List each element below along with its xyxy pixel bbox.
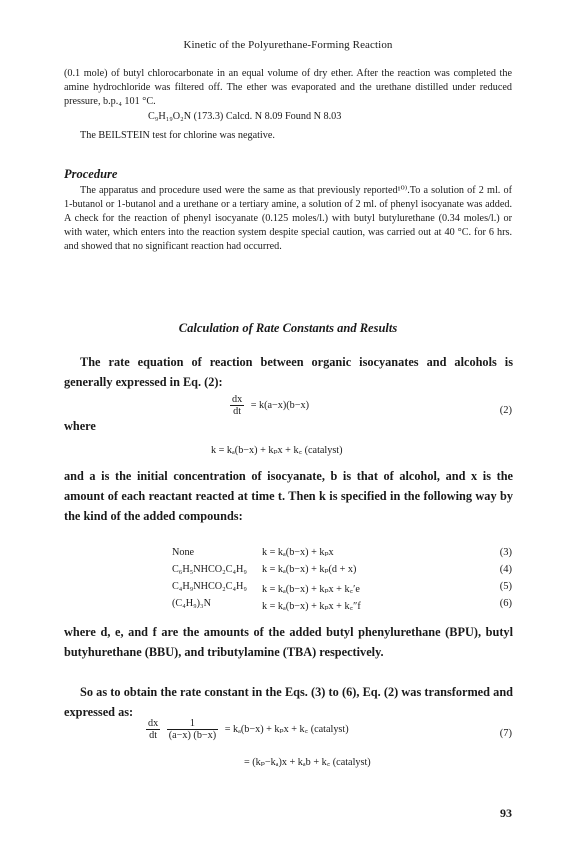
section-heading: Calculation of Rate Constants and Results [178, 321, 398, 335]
table-row-expression: k = kₐ(b−x) + kₚx + k꜀″f [262, 601, 361, 612]
equation-7-rhs-1: = kₐ(b−x) + kₚx + k꜀ (catalyst) [224, 723, 349, 735]
rate-equation-paragraph: The rate equation of reaction between organic isocyanates and alcohols is generally expressed in Eq. (2): [64, 355, 513, 389]
reciprocal-fraction: $\frac{1}{(a-x) (b-x)}$ [168, 718, 217, 741]
table-row-number: (4) [499, 564, 512, 575]
derivative-fraction: $\frac{dx}{dt}$ [232, 394, 243, 417]
equation-7-rhs-2: = (kₚ−kₐ)x + kₐb + k꜀ (catalyst) [244, 757, 371, 768]
where-label: where [64, 419, 96, 433]
equation-2-rhs: = k(a−x)(b−x) [250, 399, 309, 411]
table-row-number: (5) [499, 581, 512, 592]
table-row-compound: (C₄H₉)₃N [172, 598, 211, 609]
paragraph-synthesis: (0.1 mole) of butyl chlorocarbonate in an equal volume of dry ether. After the reaction was completed the amine hydrochloride was filtered off. The ether was evaporated and the urethane distilled under reduced pressure, b.p.₄ 101 °C. [64, 68, 512, 107]
table-row-expression: k = kₐ(b−x) + kₚ(d + x) [262, 564, 357, 575]
equation-7-number: (7) [499, 728, 512, 739]
derivative-fraction: $\frac{dx}{dt}$ [148, 718, 159, 741]
table-row-compound: None [172, 547, 195, 558]
page-number: 93 [500, 806, 512, 820]
equation-2 [230, 394, 309, 417]
equation-7 [146, 718, 349, 741]
analysis-formula-line: C₉H₁₉O₂N (173.3) Calcd. N 8.09 Found N 8.03 [148, 111, 342, 122]
procedure-paragraph: The apparatus and procedure used were the same as that previously reported¹⁰⁾.To a solution of 2 ml. of 1-butanol or 1-butanol and a urethane or a tertiary amine, a solution of 2 ml. of phenyl isocyanate was added. A check for the reaction of phenyl isocyanate (0.125 moles/l.) with butyl butylurethane (0.34 moles/l.) or with water, which enters into the reaction system despite special caution, was carried out at 40 °C. for 6 hrs. and showed that no significant reaction had occurred. [64, 185, 512, 252]
amounts-paragraph: where d, e, and f are the amounts of the added butyl phenylurethane (BPU), butyl butyhurethane (BBU), and tributylamine (TBA) respectively. [64, 625, 513, 659]
table-row-expression: k = kₐ(b−x) + kₚx [262, 547, 334, 558]
definitions-paragraph: and a is the initial concentration of isocyanate, b is that of alcohol, and x is the amount of each reactant reacted at time t. Then k is specified in the following way by the kind of the added compounds: [64, 469, 513, 523]
equation-2-number: (2) [499, 405, 512, 416]
transform-paragraph: So as to obtain the rate constant in the Eqs. (3) to (6), Eq. (2) was transformed and expressed as: [64, 685, 513, 719]
table-row-compound: C₄H₉NHCO₂C₄H₉ [172, 581, 247, 592]
table-row-compound: C₆H₅NHCO₂C₄H₉ [172, 564, 247, 575]
table-row-number: (3) [499, 547, 512, 558]
procedure-heading: Procedure [64, 167, 118, 181]
table-row-number: (6) [499, 598, 512, 609]
running-head: Kinetic of the Polyurethane-Forming Reaction [183, 39, 393, 51]
beilstein-test-line: The BEILSTEIN test for chlorine was negative. [80, 130, 275, 141]
k-definition: k = kₐ(b−x) + kₚx + k꜀ (catalyst) [211, 445, 343, 456]
table-row-expression: k = kₐ(b−x) + kₚx + k꜀′e [262, 584, 360, 595]
